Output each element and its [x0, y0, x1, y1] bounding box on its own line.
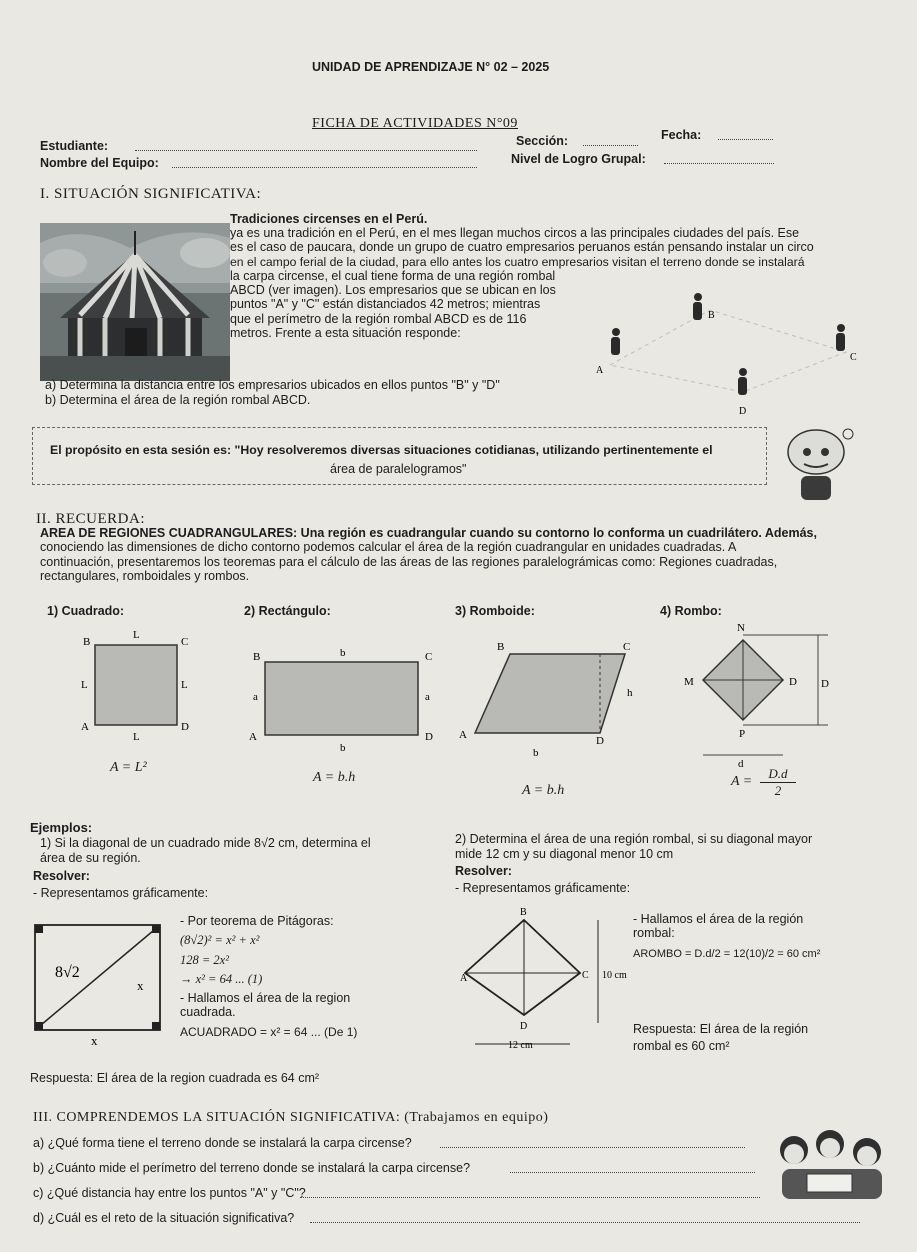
vertex-label: C: [425, 651, 433, 663]
vertex-label: P: [739, 728, 746, 740]
situation-line: puntos "A" y "C" están distanciados 42 metros; mientras: [230, 297, 541, 312]
team-label: Nombre del Equipo:: [40, 156, 159, 170]
question-b: b) Determina el área de la región rombal ABCD.: [45, 393, 311, 407]
example2-graph: - Representamos gráficamente:: [455, 881, 631, 895]
square-title: 1) Cuadrado:: [47, 604, 125, 618]
einstein-cartoon: [776, 422, 856, 502]
purpose-line-1: El propósito en esta sesión es: "Hoy resolveremos diversas situaciones cotidianas, utilizando pertinentemente el: [50, 443, 713, 457]
vertex-label: D: [596, 735, 604, 747]
circus-tent-image: [40, 223, 230, 381]
answer-field-b[interactable]: [510, 1172, 755, 1173]
question-a: a) Determina la distancia entre los empresarios ubicados en ellos puntos "B" y "D": [45, 378, 500, 392]
side-label: L: [81, 679, 88, 691]
point-c-label: C: [850, 352, 857, 363]
rhombus-field-diagram: [588, 280, 863, 420]
vertex-label: D: [789, 676, 797, 688]
situation-line: en el campo ferial de la ciudad, para ello antes los cuatro empresarios visitan el terreno donde se instalará: [230, 254, 805, 269]
vertex-label: N: [737, 622, 745, 634]
vertex-label: D: [181, 721, 189, 733]
step: - Por teorema de Pitágoras:: [180, 914, 334, 928]
answer-field-d[interactable]: [310, 1222, 860, 1223]
step: (8√2)² = x² + x²: [180, 933, 260, 948]
step: rombal:: [633, 926, 675, 941]
diagonal-label: D: [821, 678, 829, 690]
vertex-label: B: [83, 636, 91, 648]
rhombus-figure: [680, 615, 840, 775]
recall-line: AREA DE REGIONES CUADRANGULARES: Una región es cuadrangular cuando su contorno lo conforma un cuadrilátero. Además,: [40, 526, 817, 540]
step: - Hallamos el área de la region: [180, 991, 351, 1006]
side-label: L: [133, 731, 140, 740]
rhomboid-formula: A = b.h: [522, 783, 565, 798]
answer-field-c[interactable]: [300, 1197, 760, 1198]
rhombus-formula-den: 2: [774, 783, 782, 798]
recall-line: conociendo las dimensiones de dicho contorno podemos calcular el área de la región cuadrangular en unidades cuadradas. A: [40, 540, 737, 555]
example2-steps: [633, 912, 820, 961]
major-diagonal-label: 12 cm: [508, 1040, 533, 1051]
vertex-label: C: [623, 641, 631, 653]
understand-question-d: d) ¿Cuál es el reto de la situación significativa?: [33, 1211, 295, 1225]
team-field[interactable]: [172, 167, 477, 168]
example2-answer: [633, 1022, 808, 1054]
level-field[interactable]: [664, 163, 774, 164]
understand-heading: III. COMPRENDEMOS LA SITUACIÓN SIGNIFICATIVA: (Trabajamos en equipo): [33, 1110, 549, 1125]
level-label: Nivel de Logro Grupal:: [511, 152, 646, 166]
rhombus-title: 4) Rombo:: [660, 604, 722, 618]
students-team-cartoon: [772, 1124, 892, 1204]
example2-resolve: Resolver:: [455, 864, 512, 878]
vertex-label: A: [460, 973, 468, 984]
situation-heading: I. SITUACIÓN SIGNIFICATIVA:: [40, 186, 262, 202]
example1-line1: 1) Si la diagonal de un cuadrado mide 8√2 cm, determina el: [40, 836, 371, 850]
vertex-label: D: [425, 731, 433, 743]
minor-diagonal-label: 10 cm: [602, 970, 627, 981]
square-figure: [75, 620, 205, 740]
situation-line: la carpa circense, el cual tiene forma de una región rombal: [230, 268, 556, 283]
rectangle-figure: [245, 640, 445, 755]
example2-line1: 2) Determina el área de una región rombal, si su diagonal mayor: [455, 832, 813, 846]
situation-line: ABCD (ver imagen). Los empresarios que se ubican en los: [230, 283, 556, 298]
vertex-label: D: [520, 1021, 528, 1032]
situation-line: ya es una tradición en el Perú, en el mes llegan muchos circos a las principales ciudades del país. Ese: [230, 226, 800, 240]
step: - Hallamos el área de la región: [633, 912, 804, 926]
vertex-label: C: [181, 636, 189, 648]
example1-resolve: Resolver:: [33, 869, 90, 883]
vertex-label: C: [582, 970, 589, 981]
side-label: L: [181, 679, 188, 691]
side-label: b: [340, 742, 346, 754]
side-label: a: [425, 691, 430, 703]
side-label: b: [340, 647, 346, 659]
side-label: x: [91, 1033, 98, 1045]
student-field[interactable]: [135, 150, 477, 151]
situation-subtitle: Tradiciones circenses en el Perú.: [230, 212, 428, 226]
rhombus-formula-lhs: A =: [731, 774, 753, 789]
answer-line: rombal es 60 cm²: [633, 1039, 730, 1054]
diagonal-label: 8√2: [55, 964, 80, 981]
vertex-label: B: [253, 651, 261, 663]
square-formula: A = L²: [110, 760, 147, 775]
rhomboid-figure: [455, 630, 650, 760]
situation-line: metros. Frente a esta situación responde:: [230, 326, 461, 341]
date-label: Fecha:: [661, 128, 702, 142]
vertex-label: B: [497, 641, 505, 653]
base-label: b: [533, 747, 539, 759]
diagonal-label: d: [738, 758, 744, 770]
vertex-label: A: [459, 729, 467, 741]
example1-square-figure: [25, 905, 170, 1045]
section-label: Sección:: [516, 134, 569, 148]
understand-question-b: b) ¿Cuánto mide el perímetro del terreno donde se instalará la carpa circense?: [33, 1161, 471, 1175]
side-label: x: [137, 978, 144, 993]
answer-field-a[interactable]: [440, 1147, 745, 1148]
rhombus-formula-num: D.d: [760, 766, 796, 783]
rectangle-title: 2) Rectángulo:: [244, 604, 331, 618]
vertex-label: B: [520, 907, 527, 918]
date-field[interactable]: [718, 139, 773, 140]
height-label: h: [627, 687, 633, 699]
rhomboid-title: 3) Romboide:: [455, 604, 535, 618]
step: → x² = 64 ... (1): [180, 971, 263, 986]
step: 128 = 2x²: [180, 952, 229, 967]
student-label: Estudiante:: [40, 139, 109, 153]
vertex-label: A: [249, 731, 257, 743]
side-label: L: [133, 629, 140, 641]
understand-question-a: a) ¿Qué forma tiene el terreno donde se instalará la carpa circense?: [33, 1136, 412, 1150]
example1-line2: área de su región.: [40, 851, 141, 865]
recall-text: [40, 526, 900, 583]
answer-line: Respuesta: El área de la región: [633, 1022, 809, 1036]
step: AROMBO = D.d/2 = 12(10)/2 = 60 cm²: [633, 947, 821, 960]
example2-rhombus-figure: [460, 905, 635, 1055]
rectangle-formula: A = b.h: [313, 770, 356, 785]
unit-title: UNIDAD DE APRENDIZAJE N° 02 – 2025: [312, 60, 550, 74]
section-field[interactable]: [583, 145, 638, 146]
examples-heading: Ejemplos:: [30, 820, 93, 835]
situation-line: es el caso de paucara, donde un grupo de cuatro empresarios peruanos están pensando instalar un circo: [230, 240, 814, 255]
step: ACUADRADO = x² = 64 ... (De 1): [180, 1024, 358, 1039]
example2-line2: mide 12 cm y su diagonal menor 10 cm: [455, 847, 674, 861]
step: cuadrada.: [180, 1005, 236, 1020]
vertex-label: A: [81, 721, 89, 733]
situation-line: que el perímetro de la región rombal ABCD es de 116: [230, 311, 527, 326]
recall-line: continuación, presentaremos los teoremas para el cálculo de las áreas de las regiones paralelográmicas como: Regiones cuadradas,: [40, 554, 778, 569]
point-b-label: B: [708, 310, 715, 321]
recall-heading: II. RECUERDA:: [36, 511, 145, 527]
example1-steps: [180, 914, 357, 1039]
example1-graph: - Representamos gráficamente:: [33, 886, 209, 900]
understand-question-c: c) ¿Qué distancia hay entre los puntos "A" y "C"?: [33, 1186, 306, 1200]
side-label: a: [253, 691, 258, 703]
vertex-label: M: [684, 676, 694, 688]
point-d-label: D: [739, 406, 747, 417]
point-a-label: A: [596, 365, 604, 376]
worksheet-title: FICHA DE ACTIVIDADES N°09: [312, 116, 518, 131]
recall-line: rectangulares, romboidales y rombos.: [40, 568, 250, 583]
purpose-line-2: área de paralelogramos": [330, 462, 467, 476]
example1-answer: Respuesta: El área de la region cuadrada es 64 cm²: [30, 1071, 320, 1085]
